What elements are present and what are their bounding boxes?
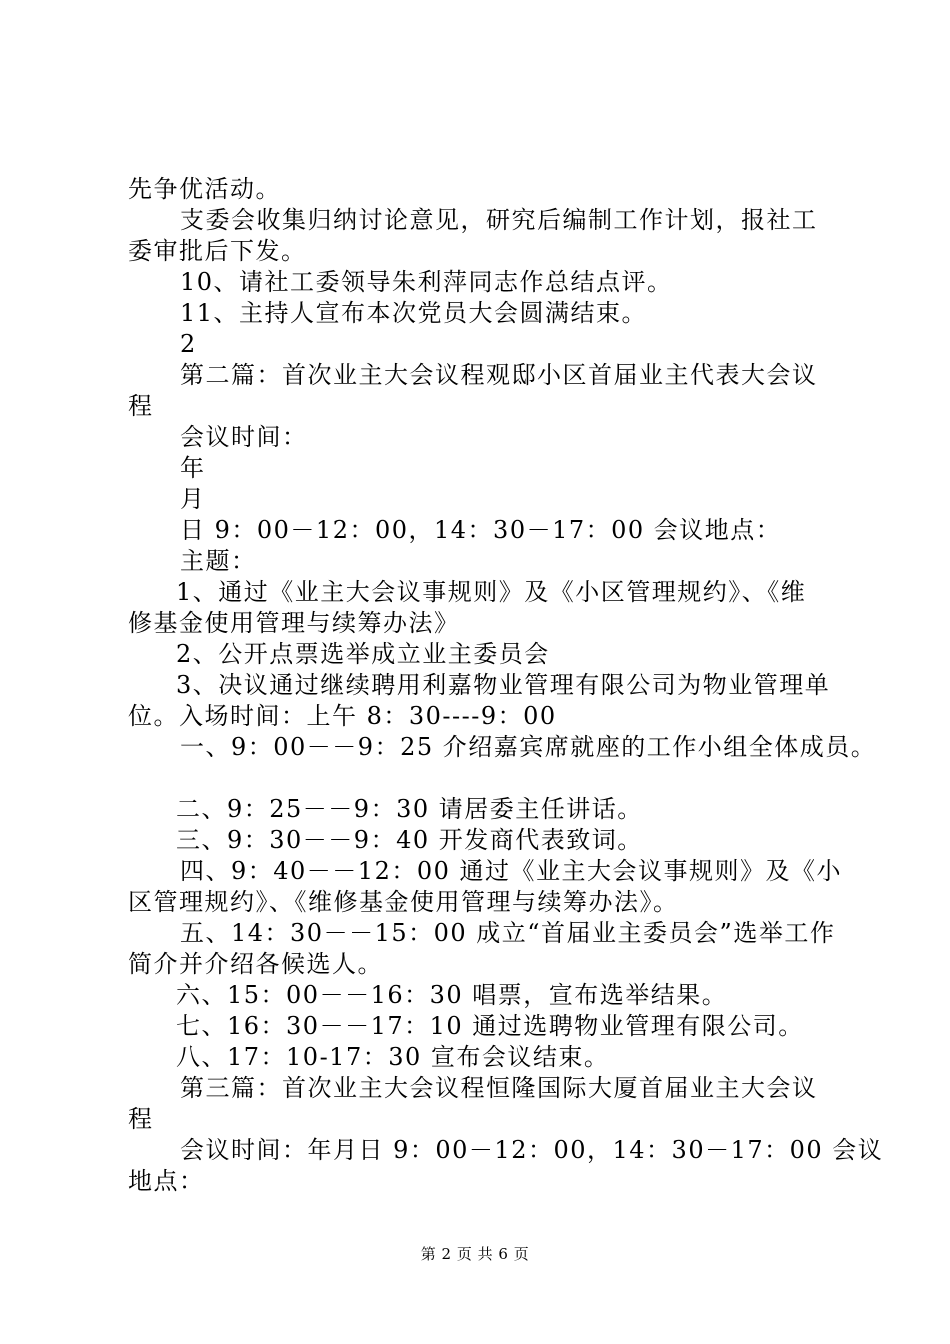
text-line: 七、16：30－－17：10 通过选聘物业管理有限公司。 (176, 1012, 804, 1040)
text-line: 日 9：00－12：00，14：30－17：00 会议地点： (180, 516, 782, 544)
text-line: 会议时间：年月日 9：00－12：00，14：30－17：00 会议 (180, 1136, 884, 1164)
text-line: 五、14：30－－15：00 成立“首届业主委员会”选举工作 (180, 919, 836, 947)
text-line: 2、公开点票选举成立业主委员会 (176, 640, 550, 668)
text-line: 支委会收集归纳讨论意见，研究后编制工作计划，报社工 (180, 206, 818, 234)
text-line: 简介并介绍各候选人。 (128, 950, 383, 978)
text-line: 先争优活动。 (128, 175, 281, 203)
text-line: 四、9：40－－12：00 通过《业主大会议事规则》及《小 (180, 857, 843, 885)
text-line: 位。入场时间：上午 8：30----9：00 (128, 702, 557, 730)
text-line: 修基金使用管理与续筹办法》 (128, 609, 460, 637)
text-line: 三、9：30－－9：40 开发商代表致词。 (176, 826, 643, 854)
text-line: 3、决议通过继续聘用利嘉物业管理有限公司为物业管理单 (176, 671, 831, 699)
text-line: 八、17：10-17：30 宣布会议结束。 (176, 1043, 610, 1071)
section-heading-cont: 程 (128, 1105, 154, 1133)
text-line: 1、通过《业主大会议事规则》及《小区管理规约》、《维 (176, 578, 807, 606)
text-line: 2 (180, 330, 197, 358)
document-body (128, 174, 884, 1197)
section-heading: 第三篇：首次业主大会议程恒隆国际大厦首届业主大会议 (180, 1074, 818, 1102)
page-footer: 第 2 页 共 6 页 (420, 1245, 530, 1263)
text-line: 会议时间： (180, 423, 308, 451)
text-line: 委审批后下发。 (128, 237, 307, 265)
blank-line (128, 763, 833, 794)
text-line: 区管理规约》、《维修基金使用管理与续筹办法》。 (128, 888, 679, 916)
text-line: 11、主持人宣布本次党员大会圆满结束。 (180, 299, 648, 327)
text-line: 月 (180, 485, 206, 513)
section-heading: 第二篇：首次业主大会议程观邸小区首届业主代表大会议 (180, 361, 818, 389)
text-line: 主题： (180, 547, 257, 575)
text-line: 一、9：00－－9：25 介绍嘉宾席就座的工作小组全体成员。 (180, 733, 877, 761)
text-line: 10、请社工委领导朱利萍同志作总结点评。 (180, 268, 673, 296)
text-line: 年 (180, 454, 206, 482)
section-heading-cont: 程 (128, 392, 154, 420)
text-line: 二、9：25－－9：30 请居委主任讲话。 (176, 795, 643, 823)
text-line: 六、15：00－－16：30 唱票，宣布选举结果。 (176, 981, 728, 1009)
text-line: 地点： (128, 1167, 205, 1195)
